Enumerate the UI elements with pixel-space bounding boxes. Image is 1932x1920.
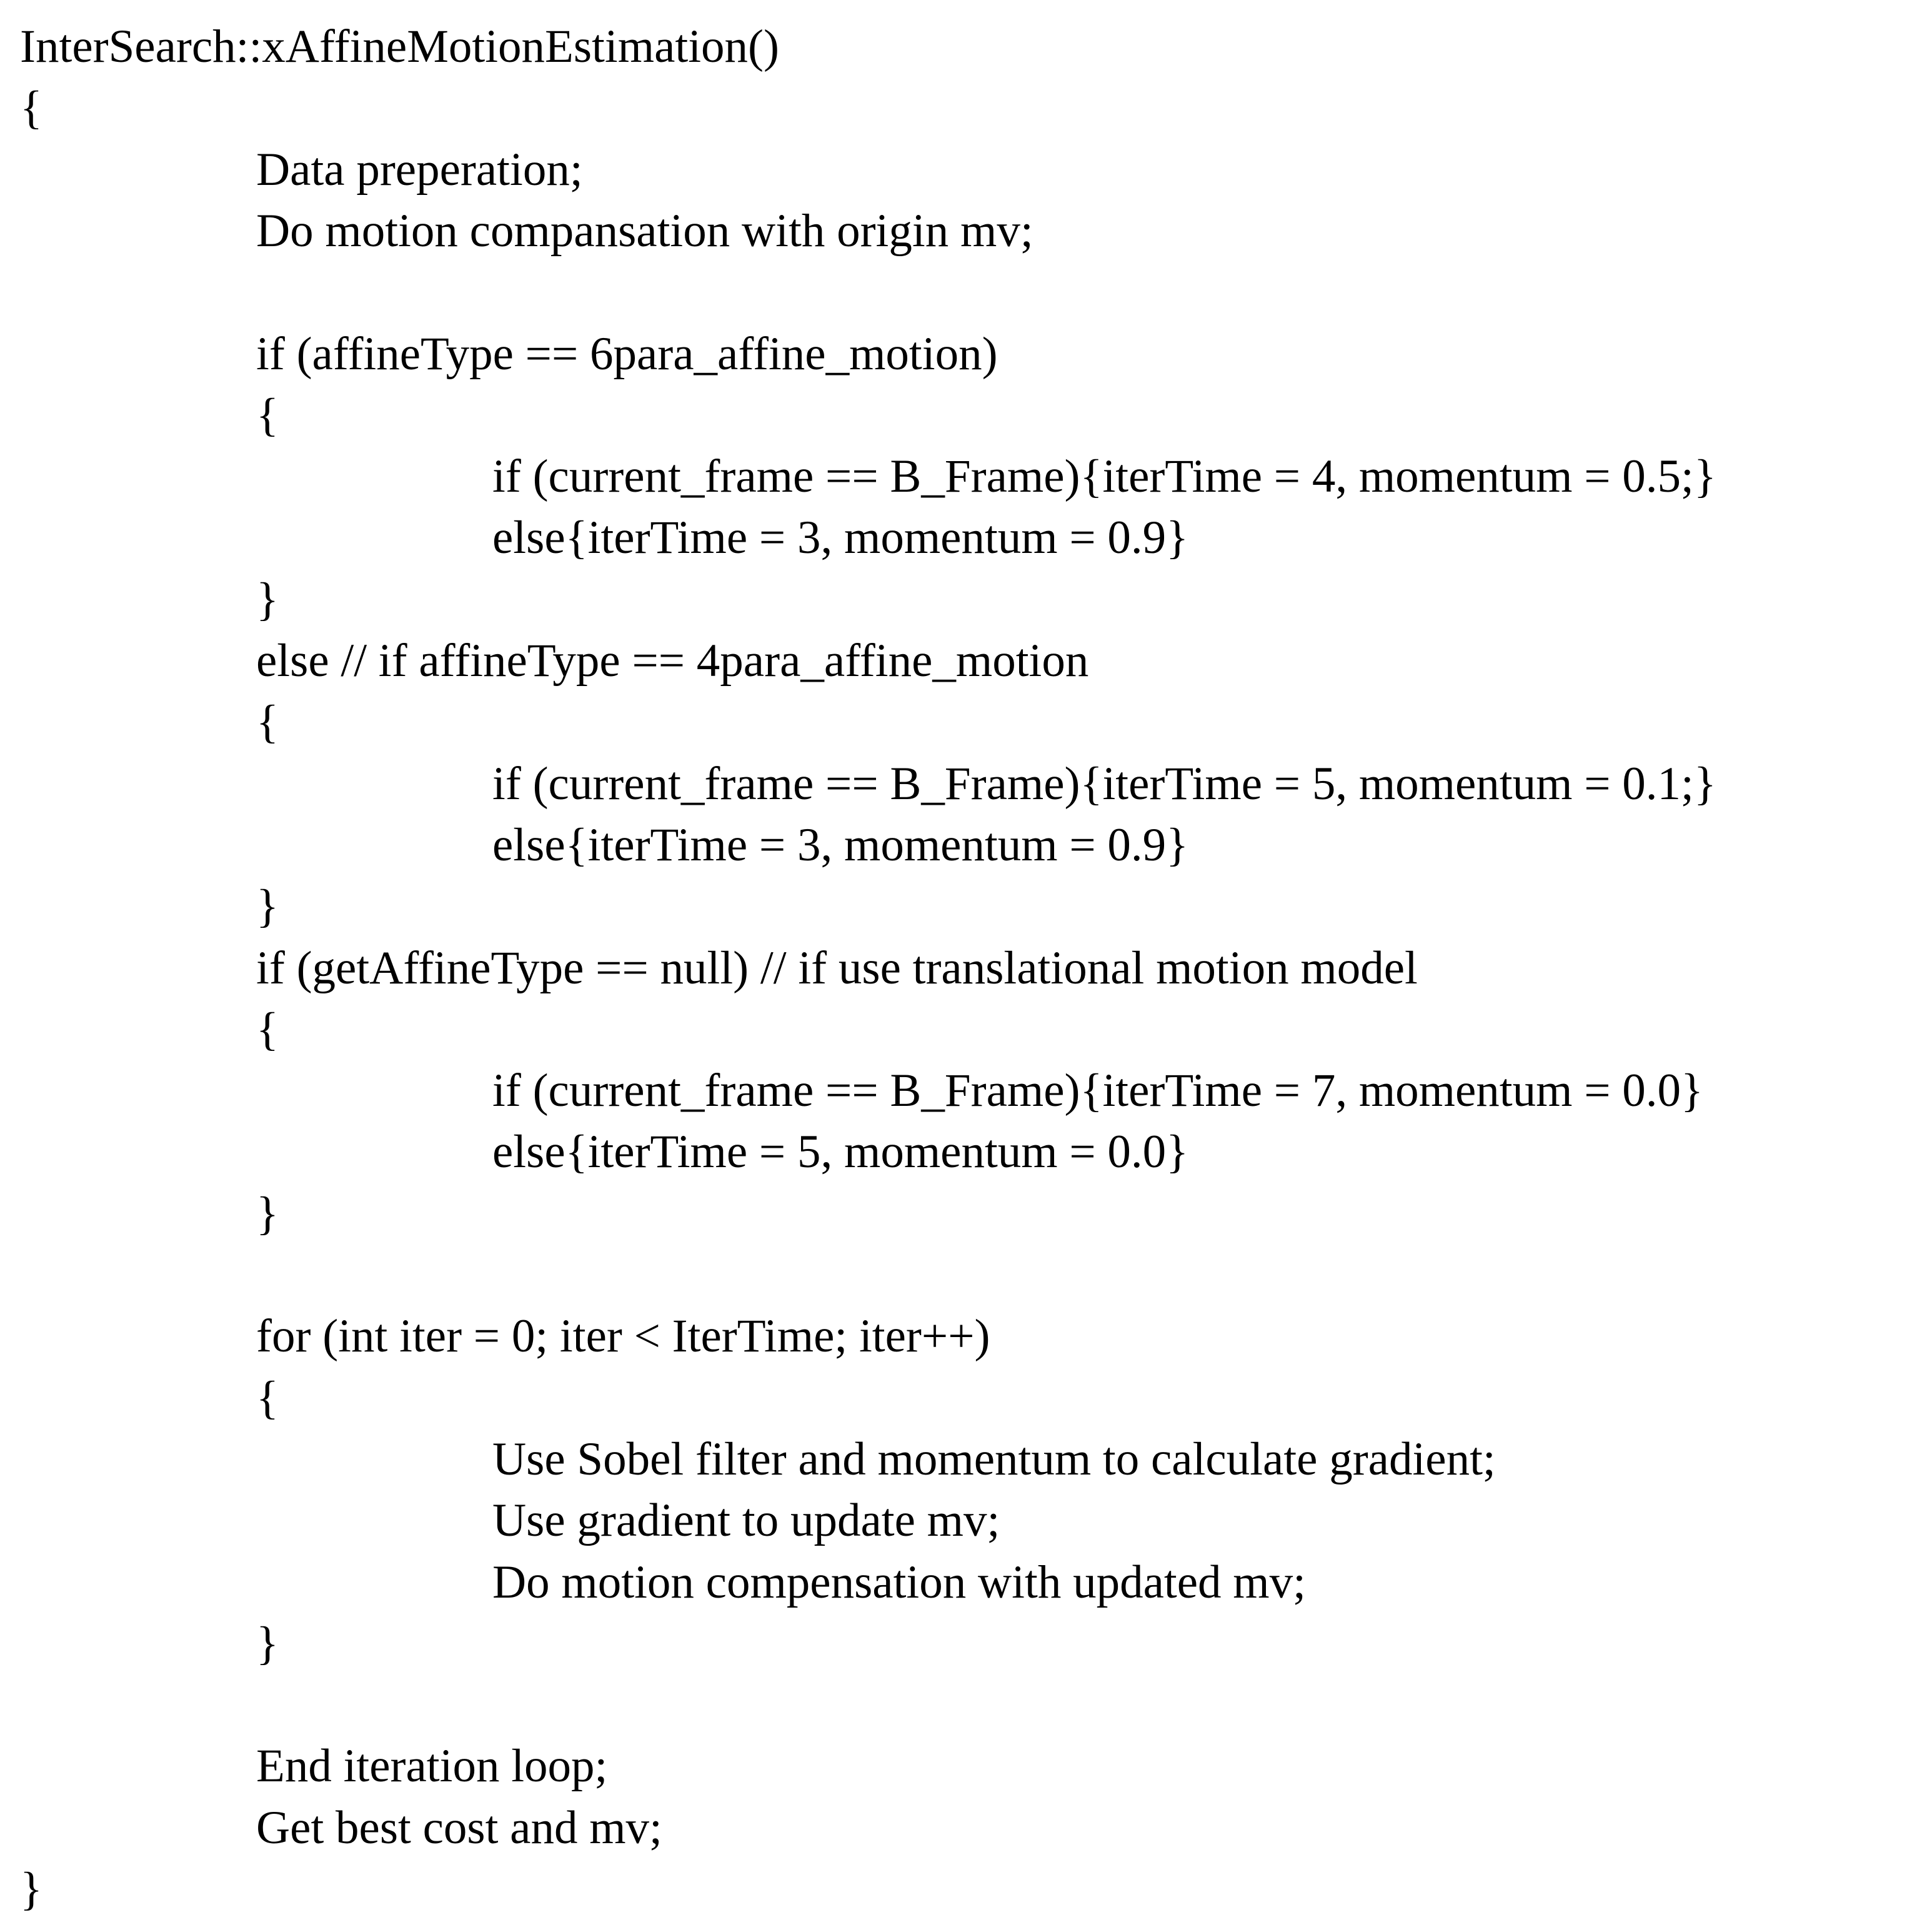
code-line: InterSearch::xAffineMotionEstimation() (20, 21, 779, 72)
code-line: if (current_frame == B_Frame){iterTime = 5, momentum = 0.1;} (492, 757, 1716, 810)
code-line: } (256, 880, 279, 933)
code-line: if (current_frame == B_Frame){iterTime = 4, momentum = 0.5;} (492, 450, 1716, 503)
code-line: else{iterTime = 5, momentum = 0.0} (492, 1126, 1189, 1178)
code-line: Data preperation; (256, 143, 583, 196)
code-line: } (20, 1863, 42, 1915)
code-line: } (256, 573, 279, 625)
code-line: if (affineType == 6para_affine_motion) (256, 327, 998, 380)
code-line: { (256, 389, 279, 441)
code-line: { (20, 82, 42, 134)
code-line: { (256, 1371, 279, 1424)
code-line: } (256, 1187, 279, 1240)
code-line: } (256, 1617, 279, 1669)
code-line: Use Sobel filter and momentum to calculate gradient; (492, 1433, 1496, 1485)
code-line: Get best cost and mv; (256, 1801, 662, 1854)
code-line: End iteration loop; (256, 1740, 608, 1793)
code-line: { (256, 696, 279, 749)
code-line: { (256, 1003, 279, 1055)
code-line: Do motion compansation with origin mv; (256, 204, 1033, 257)
code-line: for (int iter = 0; iter < IterTime; iter++) (256, 1310, 990, 1363)
code-line: if (current_frame == B_Frame){iterTime = 7, momentum = 0.0} (492, 1065, 1704, 1117)
code-line: if (getAffineType == null) // if use translational motion model (256, 942, 1418, 994)
code-line: else{iterTime = 3, momentum = 0.9} (492, 512, 1189, 564)
code-line: else{iterTime = 3, momentum = 0.9} (492, 818, 1189, 871)
code-line: Use gradient to update mv; (492, 1495, 1000, 1547)
code-line: else // if affineType == 4para_affine_motion (256, 635, 1089, 687)
code-line: Do motion compensation with updated mv; (492, 1556, 1306, 1608)
